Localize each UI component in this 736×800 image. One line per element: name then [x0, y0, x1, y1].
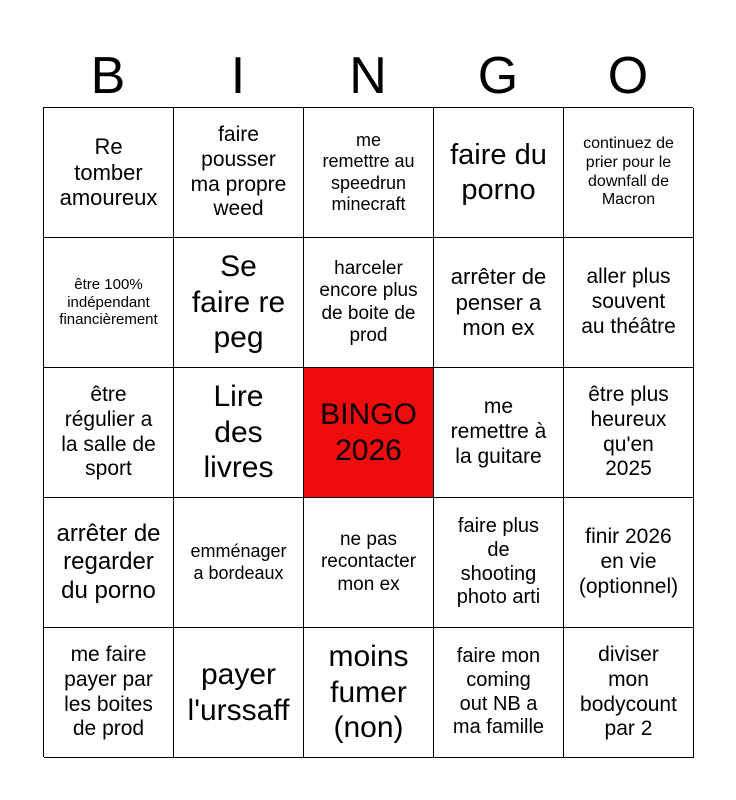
bingo-cell[interactable]: payer l'urssaff	[174, 628, 304, 758]
bingo-card	[43, 107, 693, 757]
bingo-header	[43, 46, 693, 106]
header-letter-g: G	[477, 47, 519, 105]
bingo-cell[interactable]: moins fumer (non)	[304, 628, 434, 758]
bingo-cell[interactable]: faire du porno	[434, 108, 564, 238]
bingo-cell[interactable]: me faire payer par les boites de prod	[44, 628, 174, 758]
header-letter-o: O	[607, 47, 649, 105]
bingo-cell[interactable]: être régulier a la salle de sport	[44, 368, 174, 498]
bingo-cell[interactable]: être plus heureux qu'en 2025	[564, 368, 694, 498]
header-letter-b: B	[90, 47, 126, 105]
header-letter-i: I	[230, 47, 246, 105]
bingo-cell[interactable]: faire plus de shooting photo arti	[434, 498, 564, 628]
bingo-cell[interactable]: arrêter de penser a mon ex	[434, 238, 564, 368]
bingo-cell[interactable]: me remettre à la guitare	[434, 368, 564, 498]
bingo-cell[interactable]: emménager a bordeaux	[174, 498, 304, 628]
bingo-cell[interactable]: Se faire re peg	[174, 238, 304, 368]
bingo-cell[interactable]: Re tomber amoureux	[44, 108, 174, 238]
bingo-cell[interactable]: ne pas recontacter mon ex	[304, 498, 434, 628]
bingo-cell[interactable]: diviser mon bodycount par 2	[564, 628, 694, 758]
bingo-cell[interactable]: continuez de prier pour le downfall de Macron	[564, 108, 694, 238]
bingo-cell[interactable]: harceler encore plus de boite de prod	[304, 238, 434, 368]
bingo-cell[interactable]: être 100% indépendant financièrement	[44, 238, 174, 368]
bingo-cell[interactable]: me remettre au speedrun minecraft	[304, 108, 434, 238]
bingo-cell[interactable]: finir 2026 en vie (optionnel)	[564, 498, 694, 628]
bingo-cell[interactable]: faire pousser ma propre weed	[174, 108, 304, 238]
bingo-cell[interactable]: aller plus souvent au théâtre	[564, 238, 694, 368]
bingo-cell[interactable]: faire mon coming out NB a ma famille	[434, 628, 564, 758]
bingo-cell[interactable]: Lire des livres	[174, 368, 304, 498]
bingo-cell[interactable]: arrêter de regarder du porno	[44, 498, 174, 628]
free-space-cell[interactable]: BINGO 2026	[304, 368, 434, 498]
header-letter-n: N	[349, 47, 387, 105]
